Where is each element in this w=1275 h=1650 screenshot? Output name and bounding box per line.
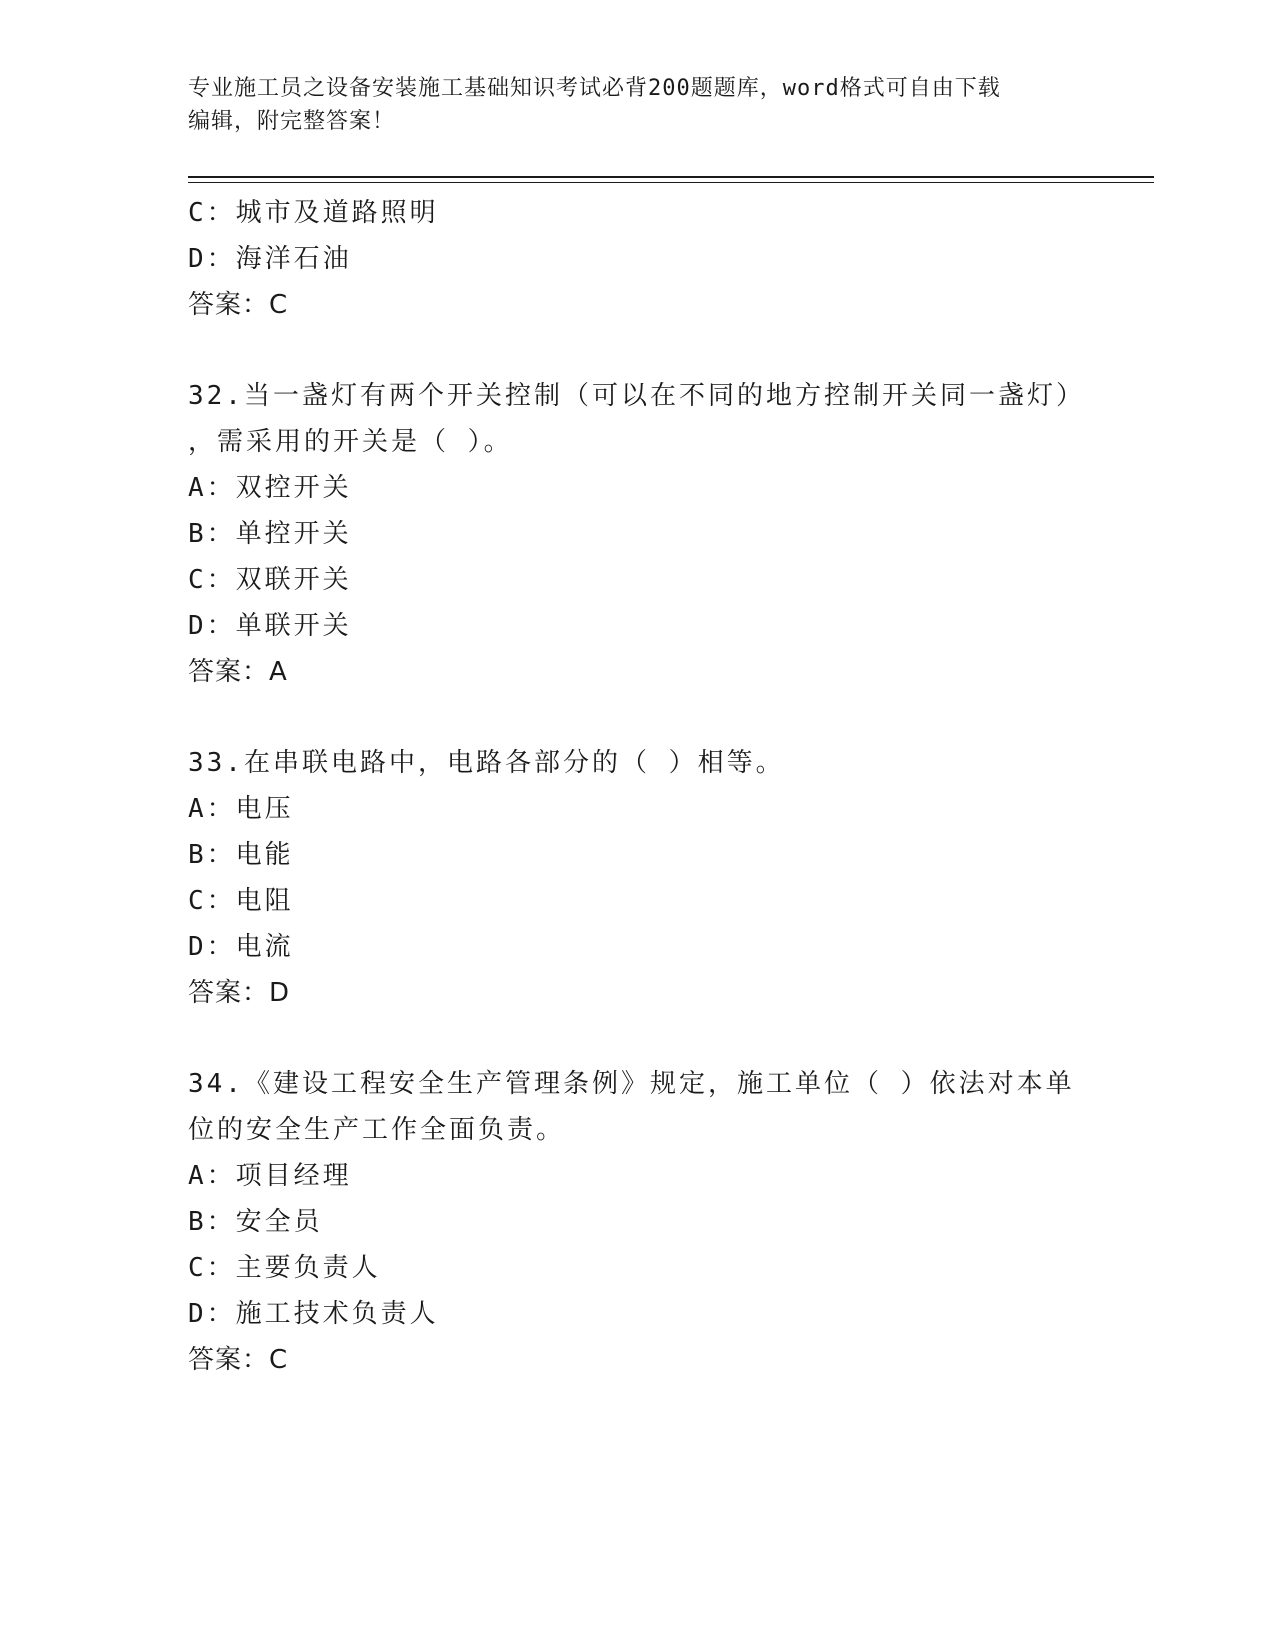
- option-b: B：安全员: [188, 1207, 323, 1237]
- question-stem-line-1: 32.当一盏灯有两个开关控制（可以在不同的地方控制开关同一盏灯）: [188, 381, 1085, 411]
- option-b: B：单控开关: [188, 519, 352, 549]
- option-c: C：电阻: [188, 886, 294, 916]
- answer-line: 答案：C: [188, 290, 289, 320]
- spacer: [188, 328, 1088, 373]
- answer-line: 答案：D: [188, 978, 291, 1008]
- answer-line: 答案：C: [188, 1345, 289, 1375]
- question-33: [188, 740, 1088, 1016]
- document-header: [188, 72, 1068, 138]
- question-32: [188, 373, 1088, 695]
- question-34: [188, 1061, 1088, 1383]
- option-d: D：海洋石油: [188, 244, 352, 274]
- option-c: C：双联开关: [188, 565, 352, 595]
- header-title-line-1: 专业施工员之设备安装施工基础知识考试必背200题题库，word格式可自由下载: [188, 76, 1001, 101]
- question-31-continued: [188, 190, 1088, 328]
- answer-line: 答案：A: [188, 657, 288, 687]
- option-a: A：双控开关: [188, 473, 352, 503]
- question-stem-line-2: ，需采用的开关是（ ）。: [188, 427, 513, 457]
- question-list: [188, 190, 1088, 1383]
- option-d: D：施工技术负责人: [188, 1299, 439, 1329]
- question-stem-line-2: 位的安全生产工作全面负责。: [188, 1115, 566, 1145]
- option-a: A：电压: [188, 794, 294, 824]
- option-c: C：主要负责人: [188, 1253, 381, 1283]
- question-stem-line-1: 34.《建设工程安全生产管理条例》规定，施工单位（ ）依法对本单: [188, 1069, 1075, 1099]
- spacer: [188, 1016, 1088, 1061]
- option-d: D：电流: [188, 932, 294, 962]
- question-stem-line-1: 33.在串联电路中，电路各部分的（ ）相等。: [188, 748, 785, 778]
- option-a: A：项目经理: [188, 1161, 352, 1191]
- header-title-line-2: 编辑，附完整答案！: [188, 109, 396, 134]
- option-b: B：电能: [188, 840, 294, 870]
- header-divider-thin: [188, 182, 1154, 183]
- option-d: D：单联开关: [188, 611, 352, 641]
- spacer: [188, 695, 1088, 740]
- header-divider-thick: [188, 176, 1154, 178]
- option-c: C：城市及道路照明: [188, 198, 439, 228]
